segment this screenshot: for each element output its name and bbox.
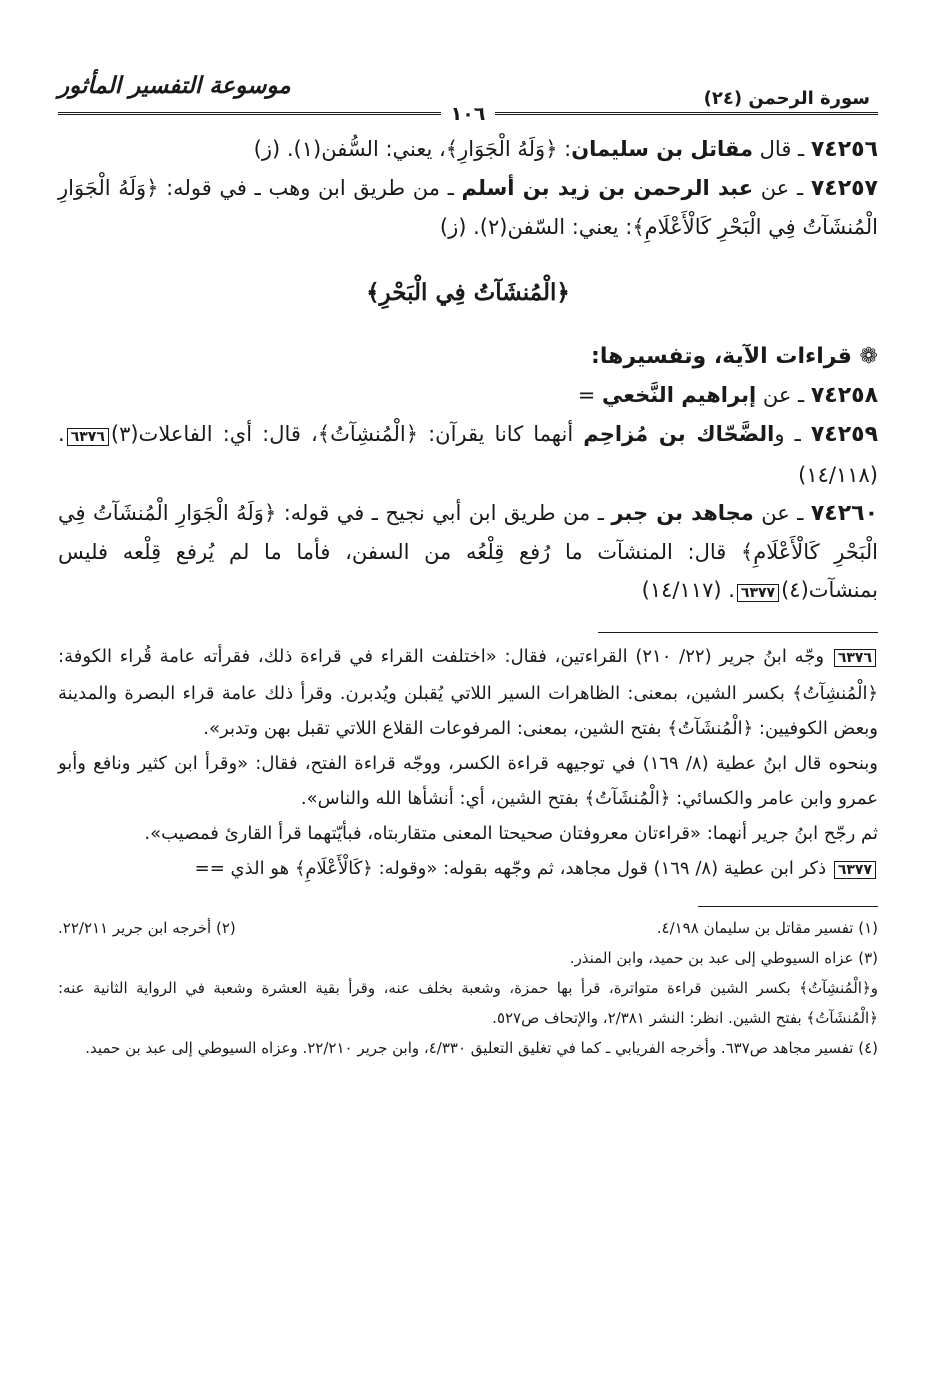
entry-text: ـ من طريق ابن وهب ـ في قوله: ﴿وَلَهُ الْجَوَارِ الْمُنشَآتُ فِي الْبَحْرِ كَالْأَعْلَامِ﴾: يعني: السّفن(٢). (ز) xyxy=(58,176,878,239)
entry-prefix: ـ و xyxy=(774,422,811,446)
volume-ref: . (١٤/١١٨) xyxy=(58,422,878,487)
note-6376 xyxy=(58,639,878,746)
page-header xyxy=(58,64,878,130)
footnote-2: (٢) أخرجه ابن جرير ٢٢/٢١١. xyxy=(58,919,236,937)
entry-text: : ﴿وَلَهُ الْجَوَارِ﴾، يعني: السُّفن(١). (ز) xyxy=(253,137,572,161)
note-ibn-atiyya xyxy=(58,746,878,816)
narrator-name: عبد الرحمن بن زيد بن أسلم xyxy=(461,176,754,200)
entry-number: ٧٤٢٦٠ xyxy=(810,501,878,526)
note-6377 xyxy=(58,851,878,888)
commentary-notes xyxy=(58,639,878,888)
entry-74256 xyxy=(58,130,878,169)
note-number-box: ٦٣٧٧ xyxy=(834,861,876,879)
entry-prefix: ـ عن xyxy=(753,501,811,525)
verse-heading: ﴿الْمُنشَآتُ فِي الْبَحْرِ﴾ xyxy=(366,279,570,306)
note-text: وبنحوه قال ابنُ عطية (٨/ ١٦٩) في توجيهه قراءة الكسر، ووجّه قراءة الفتح، فقال: «وقرأ ابن كثير ونافع وأبو عمرو وابن عامر والكسائي: ﴿الْمُنشَآتُ﴾ بفتح الشين، أي: أنشأها الله والناس». xyxy=(58,753,878,809)
entry-number: ٧٤٢٥٧ xyxy=(810,176,878,201)
section-heading: ❁ قراءات الآية، وتفسيرها: xyxy=(591,344,878,369)
entry-74259 xyxy=(58,415,878,494)
main-text xyxy=(58,130,878,612)
entry-text: ـ من طريق ابن أبي نجيح ـ في قوله: ﴿وَلَهُ الْجَوَارِ الْمُنشَآتُ فِي الْبَحْرِ كَالْأَعْلَامِ﴾ قال: المنشآت ما رُفع قِلْعُه من السفن، فأما ما لم يُرفع قِلْعه فليس بمنشآت(٤) xyxy=(58,501,878,602)
note-number-box: ٦٣٧٦ xyxy=(834,649,876,667)
footnote-4: (٤) تفسير مجاهد ص٦٣٧. وأخرجه الفريابي ـ كما في تغليق التعليق ٤/٣٣٠، وابن جرير ٢٢/٢١٠. وعزاه السيوطي إلى عبد بن حميد. xyxy=(85,1039,878,1057)
page xyxy=(58,64,878,1366)
book-title: موسوعة التفسير المأثور xyxy=(58,72,291,99)
entry-number: ٧٤٢٥٩ xyxy=(810,422,878,447)
volume-ref: . (١٤/١١٧) xyxy=(641,578,735,602)
note-ref-box[interactable]: ٦٣٧٦ xyxy=(67,428,109,446)
narrator-name: مقاتل بن سليمان xyxy=(571,137,753,161)
entry-number: ٧٤٢٥٨ xyxy=(810,383,878,408)
footnote-3-continued: و﴿الْمُنشِآتُ﴾ بكسر الشين قراءة متواترة، قرأ بها حمزة، وشعبة بخلف عنه، وقرأ بقية العشرة وشعبة في الرواية الثانية عنه: ﴿الْمُنشَآتُ﴾ بفتح الشين. انظر: النشر ٢/٣٨١، والإتحاف ص٥٢٧. xyxy=(58,979,878,1027)
note-text: ثم رجّح ابنُ جرير أنهما: «قراءتان معروفتان صحيحتا المعنى متقاربتاه، فبأيّتهما قرأ القارئ فمصيب». xyxy=(144,823,878,844)
note-text: ذكر ابن عطية (٨/ ١٦٩) قول مجاهد، ثم وجّهه بقوله: «وقوله: ﴿كَالْأَعْلَامِ﴾ هو الذي == xyxy=(194,858,832,879)
entry-prefix: ـ عن xyxy=(753,176,811,200)
entry-prefix: ـ قال xyxy=(752,137,811,161)
narrator-name: الضَّحّاك بن مُزاحِم xyxy=(583,422,775,446)
entry-prefix: ـ عن xyxy=(756,383,811,407)
page-number-wrap xyxy=(58,103,878,125)
entry-74260 xyxy=(58,494,878,612)
narrator-name: إبراهيم النَّخعي xyxy=(602,383,757,407)
entry-text: = xyxy=(577,383,602,407)
narrator-name: مجاهد بن جبر xyxy=(611,501,754,525)
entry-number: ٧٤٢٥٦ xyxy=(810,137,878,162)
entry-text: أنهما كانا يقرآن: ﴿الْمُنشِآتُ﴾، قال: أي: الفاعلات(٣) xyxy=(110,422,584,446)
notes-divider xyxy=(598,632,878,633)
footnotes xyxy=(58,913,878,1063)
note-text: وجّه ابنُ جرير (٢٢/ ٢١٠) القراءتين، فقال: «اختلفت القراء في قراءة ذلك، فقرأته عامة قُراء الكوفة: ﴿الْمُنشِآتُ﴾ بكسر الشين، بمعنى: الظاهرات السير اللاتي يُقبلن ويُدبرن. وقرأ ذلك عامة قراء البصرة والمدينة وبعض الكوفيين: ﴿الْمُنشَآتُ﴾ بفتح الشين، بمعنى: المرفوعات القلاع اللاتي تقبل بهن وتدبر». xyxy=(58,646,878,739)
entry-74258 xyxy=(58,376,878,415)
note-tarjih xyxy=(58,816,878,851)
footnote-row xyxy=(58,913,878,943)
surah-title: سورة الرحمن (٢٤) xyxy=(703,88,870,109)
page-number: ١٠٦ xyxy=(441,103,496,125)
entry-74257 xyxy=(58,169,878,246)
footnotes-divider xyxy=(698,906,878,907)
note-ref-box[interactable]: ٦٣٧٧ xyxy=(737,584,779,602)
footnote-3: (٣) عزاه السيوطي إلى عبد بن حميد، وابن المنذر. xyxy=(569,949,878,967)
footnote-1: (١) تفسير مقاتل بن سليمان ٤/١٩٨. xyxy=(656,919,878,937)
